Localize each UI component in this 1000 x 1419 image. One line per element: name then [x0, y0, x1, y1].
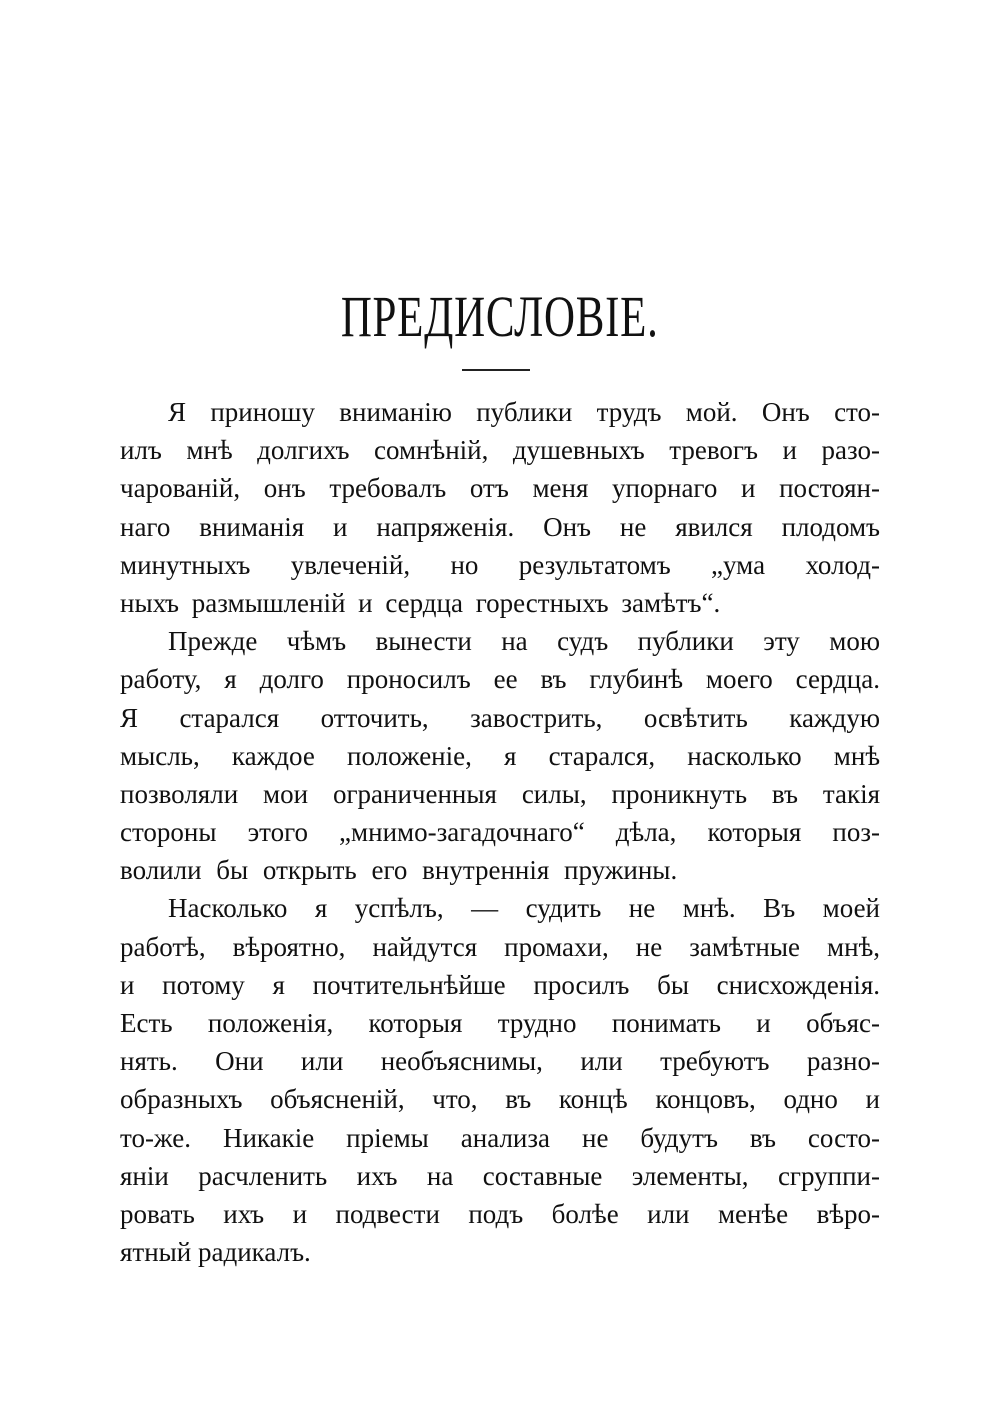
text-line: волили бы открыть его внутреннія пружины.: [120, 855, 678, 886]
paragraph-2: [120, 622, 880, 889]
text-line: позволяли мои ограниченныя силы, проникнуть въ такія: [120, 778, 880, 809]
text-line: ятный радикалъ.: [120, 1237, 311, 1268]
text-line: и потому я почтительнѣйше просилъ бы снисхожденія.: [120, 969, 880, 1000]
preface-body: [120, 393, 880, 1271]
text-line: работу, я долго проносилъ ее въ глубинѣ моего сердца.: [120, 664, 880, 695]
text-line: мысль, каждое положеніе, я старался, насколько мнѣ: [120, 740, 880, 771]
title-divider: [462, 369, 530, 371]
page-title: [0, 282, 1000, 352]
paragraph-3: [120, 889, 880, 1271]
text-line: Есть положенія, которыя трудно понимать и объяс-: [120, 1008, 880, 1038]
text-line: то-же. Никакіе пріемы анализа не будутъ въ состо-: [120, 1122, 880, 1153]
text-line: стороны этого „мнимо-загадочнаго“ дѣла, которыя поз-: [120, 817, 880, 848]
text-line: минутныхъ увлеченій, но результатомъ „ума холод-: [120, 549, 880, 580]
paragraph-1: [120, 393, 880, 622]
text-line: чарованій, онъ требовалъ отъ меня упорнаго и постоян-: [120, 473, 880, 504]
title-text: ПРЕДИСЛОВІЕ.: [341, 284, 659, 349]
text-line: образныхъ объясненій, что, въ концѣ концовъ, одно и: [120, 1084, 880, 1115]
text-line: илъ мнѣ долгихъ сомнѣній, душевныхъ тревогъ и разо-: [120, 435, 880, 466]
text-line: нять. Они или необъяснимы, или требуютъ разно-: [120, 1046, 880, 1077]
text-line: наго вниманія и напряженія. Онъ не явился плодомъ: [120, 511, 880, 542]
text-line: яніи расчленить ихъ на составные элементы, сгруппи-: [120, 1160, 880, 1191]
text-line: Прежде чѣмъ вынести на судъ публики эту мою: [168, 626, 880, 657]
text-line: Я старался отточить, завострить, освѣтить каждую: [120, 702, 880, 733]
text-line: Я приношу вниманію публики трудъ мой. Онъ сто-: [168, 397, 880, 427]
text-line: ровать ихъ и подвести подъ болѣе или менѣе вѣро-: [120, 1198, 880, 1229]
text-line: ныхъ размышленій и сердца горестныхъ замѣтъ“.: [120, 587, 721, 618]
text-line: работѣ, вѣроятно, найдутся промахи, не замѣтные мнѣ,: [120, 931, 880, 962]
text-line: Насколько я успѣлъ, — судить не мнѣ. Въ моей: [168, 893, 880, 924]
